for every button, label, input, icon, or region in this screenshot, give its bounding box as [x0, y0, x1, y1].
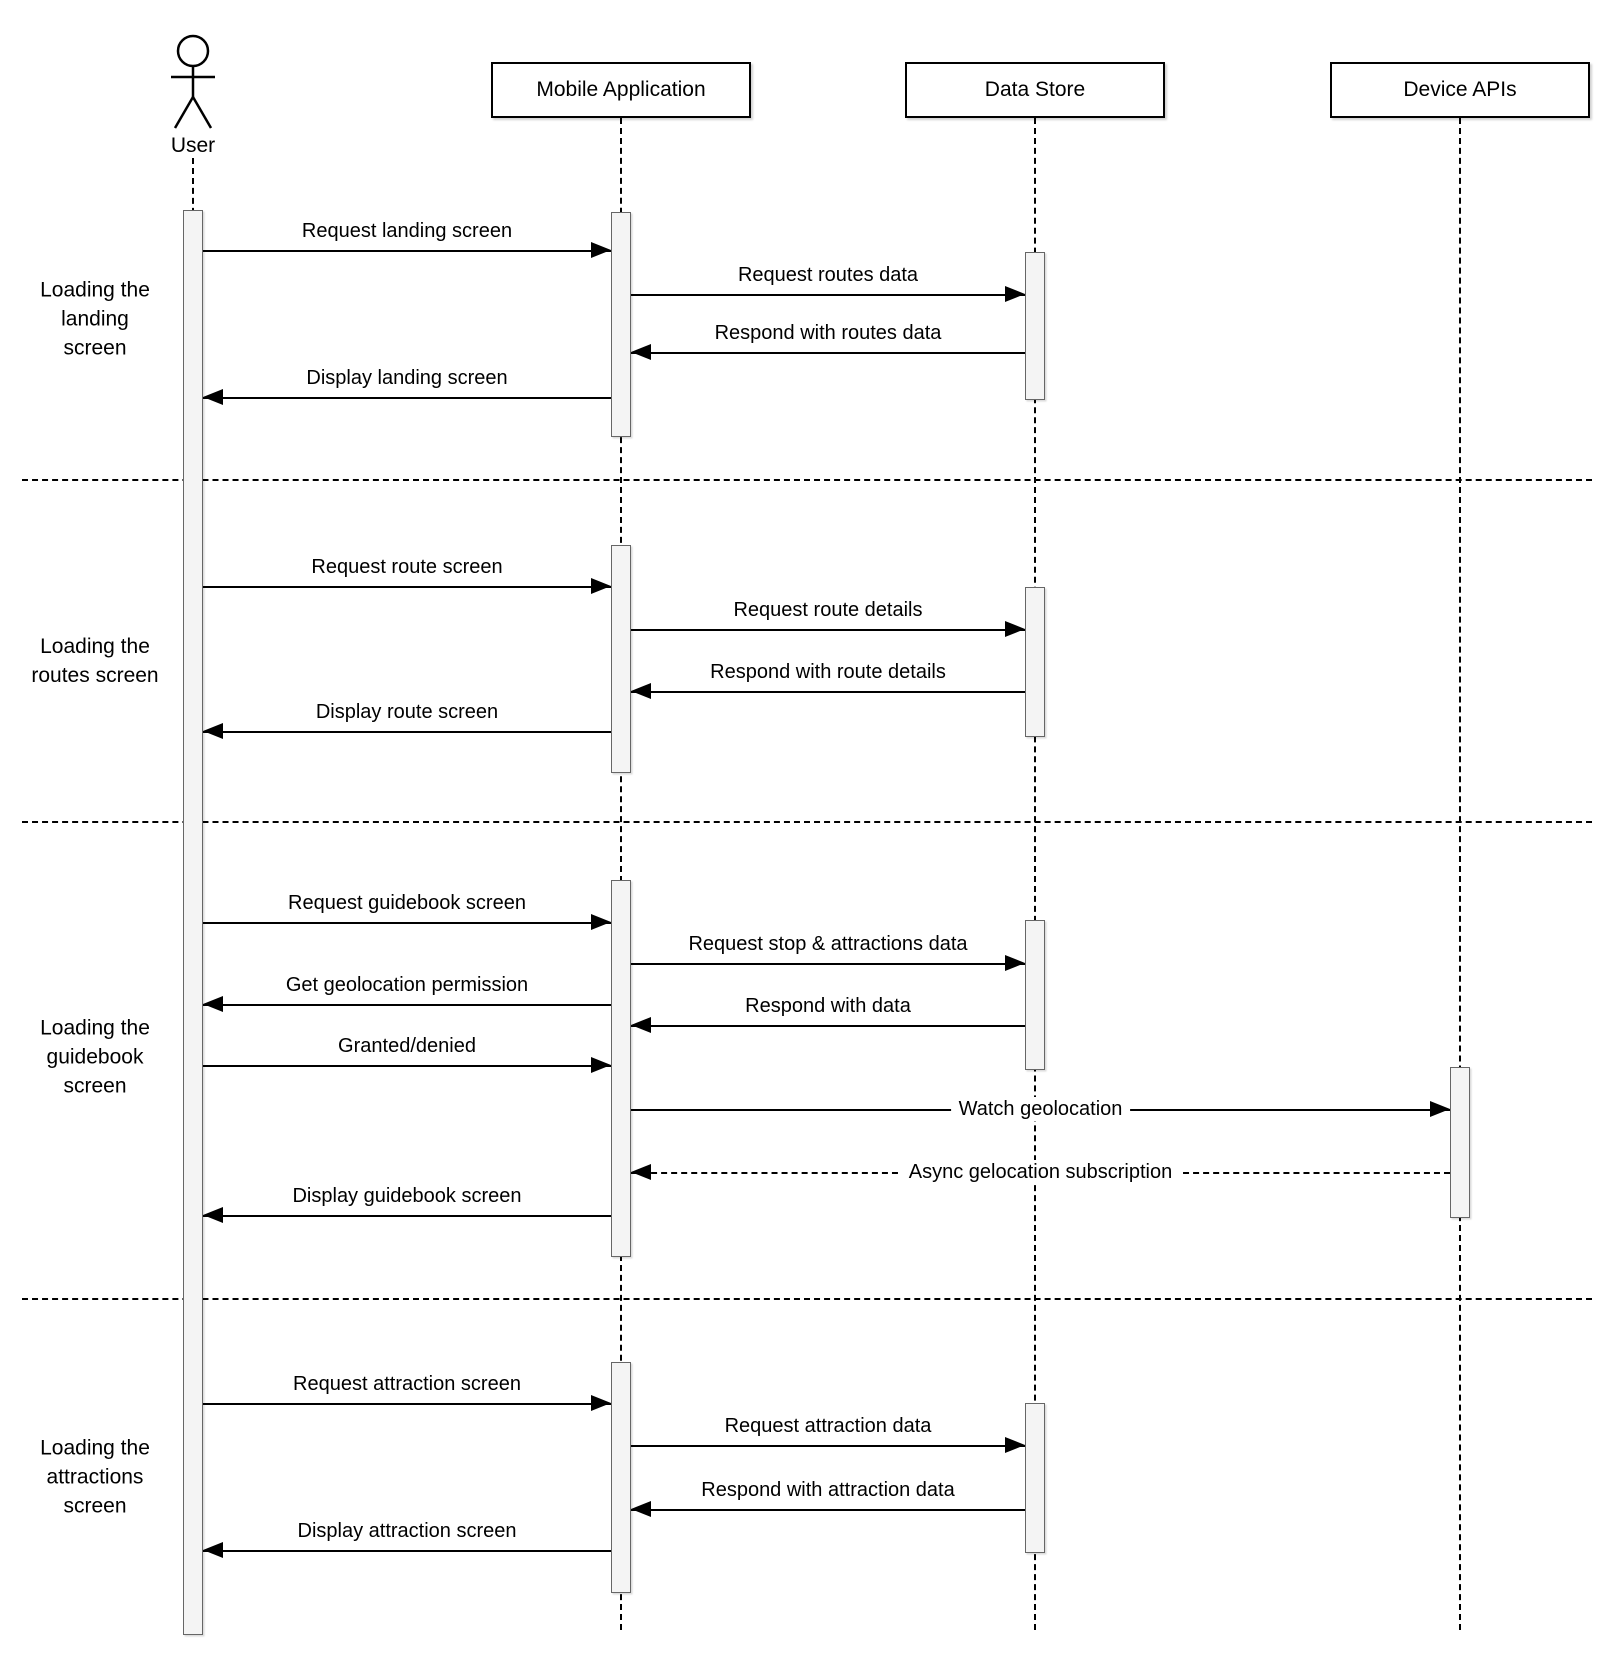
message-arrowhead-icon: [591, 578, 611, 594]
lifeline-device-apis: [1459, 118, 1461, 1630]
activation-bar-mobile-app-4: [611, 1362, 631, 1593]
message-line-19: [631, 1509, 1025, 1511]
message-arrowhead-icon: [1005, 286, 1025, 302]
activation-bar-device-apis-1: [1450, 1067, 1470, 1218]
message-arrowhead-icon: [1005, 1437, 1025, 1453]
phase-label-4: Loading the attractions screen: [40, 1436, 150, 1518]
message-label-4: Display landing screen: [306, 367, 508, 389]
message-line-7: [631, 691, 1025, 693]
lifeline-header-mobile-app: Mobile Application: [491, 62, 751, 118]
message-arrowhead-icon: [631, 1501, 651, 1517]
message-arrowhead-icon: [1005, 621, 1025, 637]
lifeline-header-user: User: [170, 134, 216, 157]
message-label-19: Respond with attraction data: [701, 1479, 955, 1501]
message-arrowhead-icon: [591, 1395, 611, 1411]
message-label-14: Watch geolocation: [951, 1097, 1131, 1121]
activation-bar-mobile-app-2: [611, 545, 631, 773]
message-line-3: [631, 352, 1025, 354]
message-arrowhead-icon: [631, 1017, 651, 1033]
message-label-15: Async gelocation subscription: [901, 1160, 1180, 1184]
message-arrowhead-icon: [203, 1207, 223, 1223]
message-label-2: Request routes data: [737, 264, 919, 286]
message-label-11: Get geolocation permission: [285, 974, 529, 996]
message-line-20: [203, 1550, 611, 1552]
stick-figure-icon: [148, 34, 238, 134]
message-label-5: Request route screen: [311, 556, 503, 578]
message-label-20: Display attraction screen: [297, 1520, 517, 1542]
message-arrowhead-icon: [203, 723, 223, 739]
activation-bar-data-store-3: [1025, 920, 1045, 1070]
lifeline-header-device-apis: Device APIs: [1330, 62, 1590, 118]
phase-label-2: Loading the routes screen: [31, 635, 159, 687]
message-line-8: [203, 731, 611, 733]
message-arrowhead-icon: [631, 683, 651, 699]
activation-bar-mobile-app-1: [611, 212, 631, 437]
message-arrowhead-icon: [203, 996, 223, 1012]
message-line-10: [631, 963, 1025, 965]
message-label-9: Request guidebook screen: [288, 892, 526, 914]
message-line-17: [203, 1403, 611, 1405]
phase-separator-3: [22, 1298, 1592, 1300]
activation-bar-mobile-app-3: [611, 880, 631, 1257]
message-line-11: [203, 1004, 611, 1006]
message-line-4: [203, 397, 611, 399]
message-label-1: Request landing screen: [301, 220, 513, 242]
message-label-12: Respond with data: [745, 995, 911, 1017]
message-arrowhead-icon: [203, 1542, 223, 1558]
message-arrowhead-icon: [591, 914, 611, 930]
activation-bar-data-store-2: [1025, 587, 1045, 737]
message-label-10: Request stop & attractions data: [688, 933, 968, 955]
message-label-3: Respond with routes data: [714, 322, 942, 344]
activation-bar-user-1: [183, 210, 203, 1635]
message-label-6: Request route details: [733, 599, 923, 621]
message-arrowhead-icon: [631, 1164, 651, 1180]
message-line-12: [631, 1025, 1025, 1027]
message-line-5: [203, 586, 611, 588]
lifeline-header-data-store: Data Store: [905, 62, 1165, 118]
message-line-6: [631, 629, 1025, 631]
message-line-2: [631, 294, 1025, 296]
message-label-16: Display guidebook screen: [292, 1185, 522, 1207]
activation-bar-data-store-1: [1025, 252, 1045, 400]
message-arrowhead-icon: [631, 344, 651, 360]
phase-separator-2: [22, 821, 1592, 823]
message-line-13: [203, 1065, 611, 1067]
message-arrowhead-icon: [1430, 1101, 1450, 1117]
message-label-8: Display route screen: [315, 701, 499, 723]
message-arrowhead-icon: [591, 242, 611, 258]
activation-bar-data-store-4: [1025, 1403, 1045, 1553]
message-line-18: [631, 1445, 1025, 1447]
message-arrowhead-icon: [1005, 955, 1025, 971]
message-line-9: [203, 922, 611, 924]
message-label-13: Granted/denied: [338, 1035, 476, 1057]
actor-figure-user: [148, 34, 238, 139]
message-arrowhead-icon: [591, 1057, 611, 1073]
message-label-7: Respond with route details: [710, 661, 946, 683]
message-line-16: [203, 1215, 611, 1217]
message-label-17: Request attraction screen: [293, 1373, 521, 1395]
phase-label-1: Loading the landing screen: [40, 278, 150, 360]
phase-label-3: Loading the guidebook screen: [40, 1016, 150, 1098]
phase-separator-1: [22, 479, 1592, 481]
message-label-18: Request attraction data: [724, 1415, 932, 1437]
message-arrowhead-icon: [203, 389, 223, 405]
message-line-1: [203, 250, 611, 252]
